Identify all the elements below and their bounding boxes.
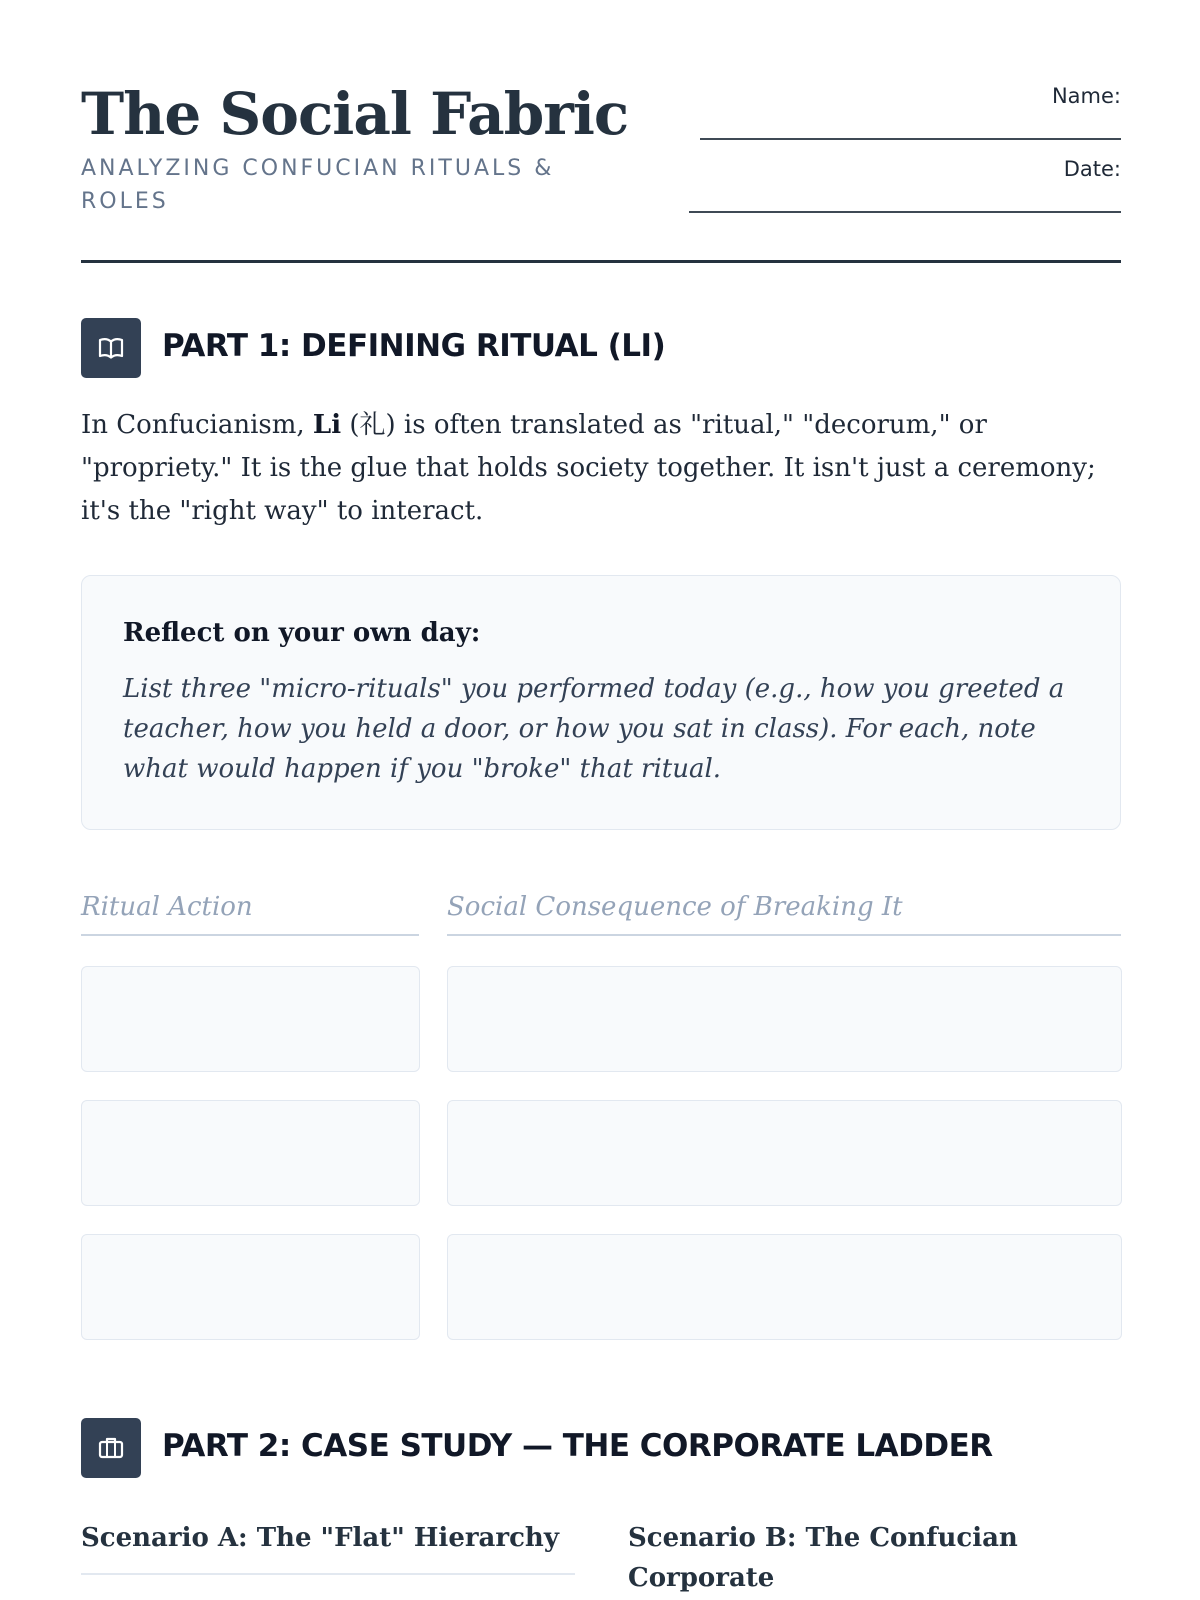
prompt-heading: Reflect on your own day: bbox=[123, 618, 481, 648]
page-title: The Social Fabric bbox=[81, 80, 629, 148]
ritual-action-input-3[interactable] bbox=[81, 1234, 420, 1340]
part1-title: PART 1: DEFINING RITUAL (LI) bbox=[162, 328, 666, 364]
scenario-a-rule bbox=[81, 1573, 575, 1575]
header-divider bbox=[81, 260, 1121, 263]
scenario-a-heading: Scenario A: The "Flat" Hierarchy bbox=[81, 1523, 559, 1553]
column-header-ritual-action: Ritual Action bbox=[81, 892, 253, 922]
date-field[interactable] bbox=[689, 211, 1121, 213]
consequence-input-1[interactable] bbox=[447, 966, 1122, 1072]
reflection-prompt-box bbox=[81, 575, 1121, 830]
open-book-icon bbox=[81, 318, 141, 378]
ritual-intro-paragraph: In Confucianism, Li (礼) is often translated as "ritual," "decorum," or "propriety." It is the glue that holds society together. It isn't just a ceremony; it's the "right way" to interact. bbox=[81, 410, 1096, 526]
name-label: Name: bbox=[1051, 84, 1121, 108]
page-subtitle: ANALYZING CONFUCIAN RITUALS & ROLES bbox=[81, 156, 555, 214]
column-rule bbox=[81, 934, 419, 936]
scenario-b-heading: Scenario B: The Confucian Corporate bbox=[628, 1523, 1018, 1593]
column-header-consequence: Social Consequence of Breaking It bbox=[447, 892, 903, 922]
part2-title: PART 2: CASE STUDY — THE CORPORATE LADDER bbox=[162, 1428, 993, 1464]
prompt-text: List three "micro-rituals" you performed today (e.g., how you greeted a teacher, how you held a door, or how you sat in class). For each, note what would happen if you "broke" that ritual. bbox=[123, 674, 1065, 784]
briefcase-icon bbox=[81, 1418, 141, 1478]
name-field[interactable] bbox=[700, 138, 1121, 140]
consequence-input-2[interactable] bbox=[447, 1100, 1122, 1206]
consequence-input-3[interactable] bbox=[447, 1234, 1122, 1340]
li-term: Li bbox=[312, 410, 342, 440]
column-rule bbox=[447, 934, 1121, 936]
part1-heading bbox=[81, 318, 1121, 378]
ritual-action-input-1[interactable] bbox=[81, 966, 420, 1072]
ritual-action-input-2[interactable] bbox=[81, 1100, 420, 1206]
part2-heading bbox=[81, 1418, 1121, 1478]
date-label: Date: bbox=[1063, 157, 1121, 181]
